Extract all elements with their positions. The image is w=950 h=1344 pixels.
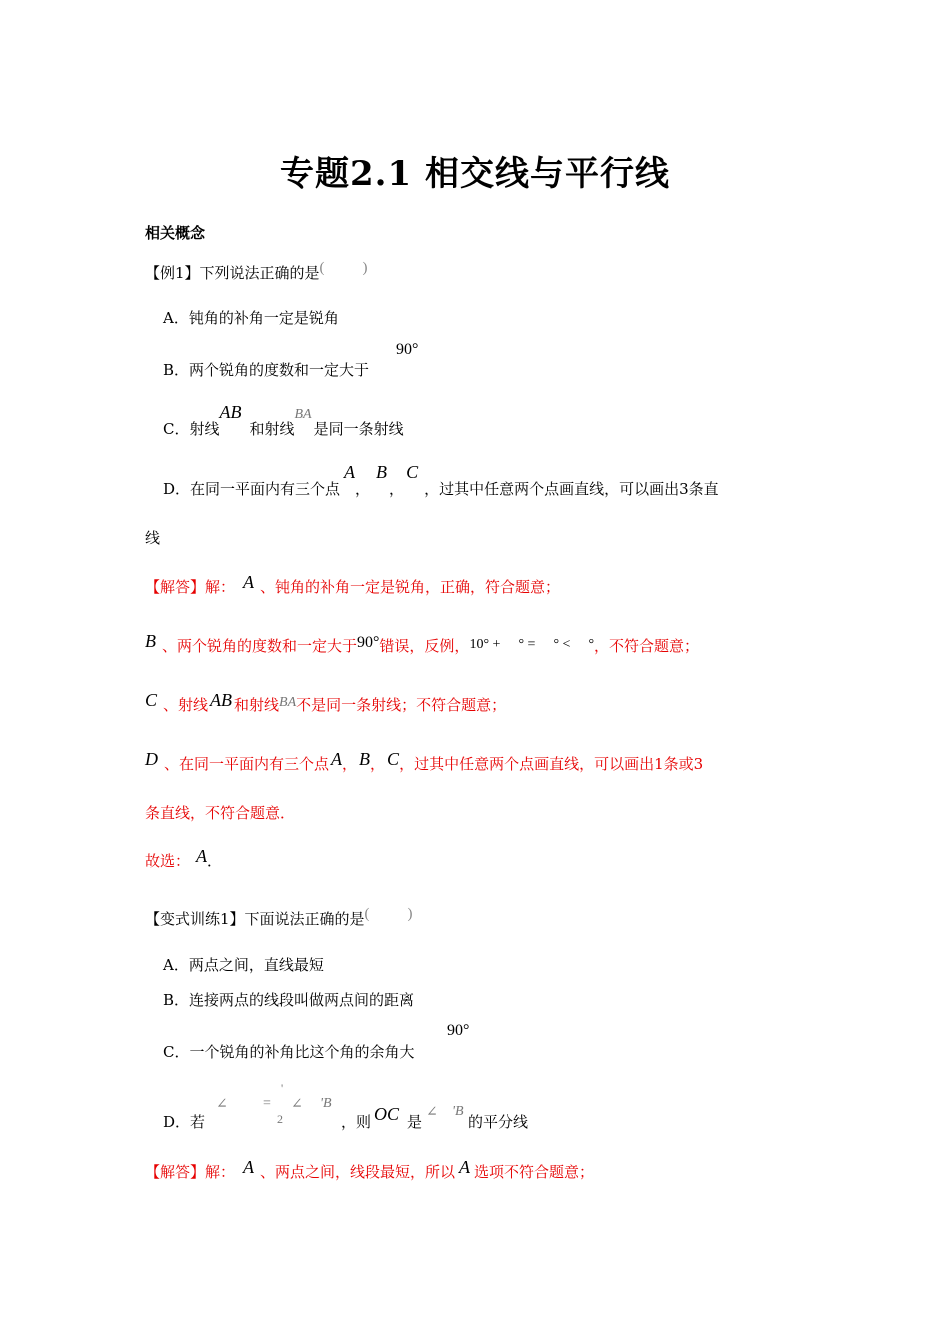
answer-1-c-ray-ab: AB (210, 690, 233, 710)
var1-option-d: D．若 (163, 1113, 206, 1131)
ex1-d-part1: D．在同一平面内有三个点 (163, 480, 341, 498)
variant-1-heading (145, 908, 413, 929)
answer-1-d-point-c: C (387, 749, 400, 769)
answer-1-letter-d: D (145, 749, 158, 769)
ex1-option-d (163, 462, 719, 499)
answer-1-letter-a: A (243, 572, 255, 592)
answer-1-b-expr2: ° = (518, 637, 536, 652)
answer-1-b-text2: 错误，反例， (379, 637, 470, 655)
var1-d-angle-3: ∠ (426, 1105, 438, 1120)
answer-1-pick-letter: A (196, 846, 208, 866)
answer-1-line-c (145, 690, 507, 715)
variant-1-paren-close: ) (407, 906, 413, 922)
answer-1-b-degree: 90° (357, 634, 380, 651)
answer-paren-open: ( (319, 260, 325, 276)
var1-d-b-1: 'B (320, 1096, 332, 1111)
answer-1-letter-c: C (145, 690, 158, 710)
answer-1-c-text3: 不是同一条射线；不符合题意； (296, 696, 507, 714)
page-title: 专题2.1 相交线与平行线 (280, 154, 670, 194)
answer-1-line-d (145, 749, 704, 774)
answer-1-pick-end: ． (207, 852, 223, 870)
ex1-d-point-c: C (406, 462, 419, 482)
var1-option-a: A．两点之间，直线最短 (163, 956, 324, 974)
answer-2-text1: 、两点之间，线段最短，所以 (260, 1163, 456, 1181)
variant-1-paren-open: ( (364, 906, 370, 922)
answer-1-c-text2: 和射线 (234, 696, 280, 714)
ex1-c-part1: C．射线 (163, 420, 220, 438)
answer-1-jie: 解： (205, 578, 236, 596)
answer-1-d-comma-1: ， (342, 755, 358, 773)
var1-option-b: B．连接两点的线段叫做两点间的距离 (163, 991, 415, 1009)
answer-2-line-a (145, 1157, 595, 1182)
ex1-d-point-a: A (344, 462, 356, 482)
answer-2-text2: 选项不符合题意； (474, 1163, 595, 1181)
answer-1-d-comma-2: ， (370, 755, 386, 773)
answer-1-letter-b: B (145, 631, 156, 651)
example-1-heading (145, 262, 368, 283)
var1-d-fraction-mark: ' (281, 1081, 284, 1095)
answer-2-letter-a: A (243, 1157, 255, 1177)
answer-2-jie: 解： (205, 1163, 236, 1181)
var1-option-c: C．一个锐角的补角比这个角的余角大 (163, 1043, 415, 1061)
answer-1-d-continuation: 条直线，不符合题意． (145, 804, 296, 822)
answer-1-b-expr4: ° (588, 637, 595, 652)
ex1-c-ray-ab: AB (219, 402, 242, 422)
answer-1-b-expr3: ° < (553, 637, 571, 652)
ex1-c-part3: 是同一条射线 (313, 420, 404, 438)
variant-1-stem: 【变式训练1】下面说法正确的是 (145, 910, 365, 928)
answer-2-tag: 【解答】 (145, 1163, 206, 1181)
ex1-c-ray-ba: BA (294, 407, 312, 422)
ex1-c-part2: 和射线 (249, 420, 295, 438)
answer-1-b-expr1: 10° + (469, 637, 501, 652)
ex1-option-b-degree: 90° (396, 341, 419, 358)
answer-1-b-text3: ，不符合题意； (594, 637, 700, 655)
var1-d-ray-oc: OC (374, 1104, 400, 1124)
var1-d-b-2: 'B (452, 1104, 464, 1119)
var1-d-is: 是 (407, 1113, 423, 1131)
answer-2-letter-a-2: A (459, 1157, 471, 1177)
ex1-option-c (163, 402, 404, 439)
var1-d-half: 2 (277, 1112, 283, 1126)
ex1-d-continuation: 线 (145, 529, 161, 547)
ex1-d-part2: ，过其中任意两个点画直线，可以画出3条直 (424, 480, 719, 498)
answer-1-line-b (145, 631, 700, 656)
var1-d-then: ，则 (341, 1113, 372, 1131)
answer-1-d-text2: ，过其中任意两个点画直线，可以画出1条或3 (399, 755, 704, 773)
var1-option-c-degree: 90° (447, 1022, 470, 1039)
answer-1-line-a (145, 572, 561, 597)
answer-1-pick-label: 故选： (145, 852, 191, 870)
answer-1-a-text: 、钝角的补角一定是锐角，正确，符合题意； (260, 578, 561, 596)
answer-1-d-point-a: A (331, 749, 343, 769)
answer-1-choice (145, 846, 223, 871)
answer-1-d-point-b: B (359, 749, 371, 769)
example-1-stem: 【例1】下列说法正确的是 (145, 264, 320, 282)
answer-paren-close: ) (362, 260, 368, 276)
var1-d-equals: = (263, 1096, 271, 1111)
ex1-option-b: B．两个锐角的度数和一定大于 (163, 361, 370, 379)
answer-1-tag: 【解答】 (145, 578, 206, 596)
answer-1-c-text1: 、射线 (163, 696, 209, 714)
ex1-d-comma-2: ， (389, 480, 405, 498)
answer-1-b-text1: 、两个锐角的度数和一定大于 (162, 637, 358, 655)
var1-d-angle-1: ∠ (216, 1097, 228, 1112)
ex1-d-point-b: B (376, 462, 388, 482)
answer-1-c-ray-ba: BA (279, 695, 297, 710)
section-heading: 相关概念 (145, 224, 206, 242)
ex1-d-comma-1: ， (355, 480, 371, 498)
var1-d-bisector: 的平分线 (468, 1113, 529, 1131)
ex1-option-a: A．钝角的补角一定是锐角 (163, 309, 339, 327)
answer-1-d-text1: 、在同一平面内有三个点 (164, 755, 330, 773)
var1-d-angle-2: ∠ (291, 1097, 303, 1112)
